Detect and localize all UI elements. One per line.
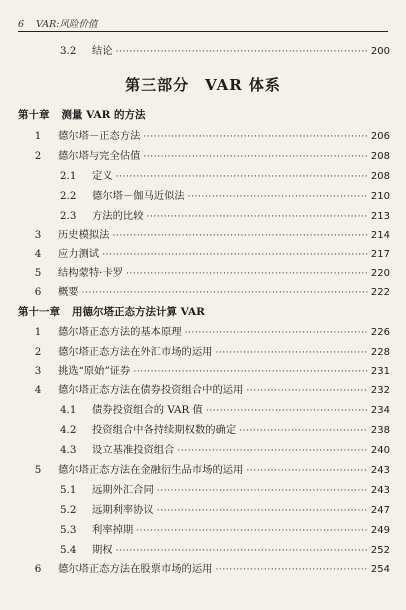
toc-entry [60,209,390,224]
entry-title: 历史模拟法 [58,229,110,241]
entry-page: 238 [370,425,390,436]
toc-entry [60,543,390,558]
entry-number: 4.3 [60,444,77,456]
entry-title: 定义 [92,170,113,182]
toc-entry [18,129,390,144]
entry-page: 240 [370,445,390,456]
toc-entry [18,383,390,398]
entry-page: 210 [370,191,390,202]
leader-dots [133,365,368,379]
entry-page: 200 [370,46,390,57]
entry-page: 249 [370,525,390,536]
leader-dots [215,563,367,577]
entry-page: 231 [370,366,390,377]
leader-dots [157,484,368,498]
entry-page: 243 [370,465,390,476]
entry-number: 5.2 [60,504,77,516]
toc-entry [18,364,390,379]
entry-title: 德尔塔正态方法在债券投资组合中的运用 [58,384,244,396]
entry-number: 6 [34,286,42,298]
entry-title: 德尔塔正态方法在股票市场的运用 [58,563,213,575]
toc-entry [18,562,390,577]
book-title: VAR:风险价值 [36,19,98,30]
entry-title: 德尔塔正态方法在金融衍生品市场的运用 [58,464,244,476]
leader-dots [177,444,368,458]
entry-title: 结论 [92,45,113,57]
entry-title: 德尔塔－伽马近似法 [92,190,185,202]
entry-number: 5.1 [60,484,77,496]
entry-title: 设立基准投资组合 [92,444,175,456]
entry-number: 6 [34,563,42,575]
entry-page: 220 [370,268,390,279]
entry-title: 结构蒙特·卡罗 [58,267,124,279]
entry-page: 252 [370,545,390,556]
leader-dots [136,524,368,538]
entry-page: 234 [370,405,390,416]
leader-dots [82,286,368,300]
toc-entry [18,463,390,478]
entry-title: 德尔塔－正态方法 [58,130,141,142]
chapter-heading [18,305,390,319]
entry-page: 208 [370,171,390,182]
leader-dots [239,424,368,438]
leader-dots [246,464,368,478]
entry-number: 1 [34,326,42,338]
entry-number: 4 [34,384,42,396]
leader-dots [112,229,367,243]
entry-number: 4 [34,248,42,260]
entry-number: 5 [34,464,42,476]
entry-number: 5 [34,267,42,279]
entry-page: 232 [370,385,390,396]
entry-page: 254 [370,564,390,575]
toc-entry [60,443,390,458]
entry-page: 213 [370,211,390,222]
entry-number: 4.1 [60,404,77,416]
leader-dots [116,170,368,184]
entry-number: 1 [34,130,42,142]
toc-entry [60,189,390,204]
entry-number: 4.2 [60,424,77,436]
entry-number: 2.3 [60,210,77,222]
entry-number: 3 [34,229,42,241]
entry-number: 2.2 [60,190,77,202]
leader-dots [215,346,367,360]
entry-page: 208 [370,151,390,162]
toc-entry [60,44,390,59]
entry-title: 债券投资组合的 VAR 值 [92,404,203,416]
toc-entry [60,169,390,184]
leader-dots [116,544,368,558]
leader-dots [206,404,368,418]
leader-dots [246,384,368,398]
leader-dots [143,150,368,164]
entry-title: 概要 [58,286,79,298]
page-number: 6 [18,19,25,30]
entry-number: 3 [34,365,42,377]
leader-dots [157,504,368,518]
chapter-number: 第十章 [18,109,50,121]
chapter-title: 测量 VAR 的方法 [61,109,146,121]
entry-title: 远期外汇合同 [92,484,154,496]
toc-entry [60,523,390,538]
entry-number: 2.1 [60,170,77,182]
entry-number: 3.2 [60,45,77,57]
entry-page: 226 [370,327,390,338]
entry-number: 5.3 [60,524,77,536]
entry-title: 期权 [92,544,113,556]
entry-title: 投资组合中各持续期权数的确定 [92,424,237,436]
toc-entry [18,228,390,243]
leader-dots [102,248,368,262]
toc-entry [18,325,390,340]
toc-entry [18,345,390,360]
toc-entry [18,247,390,262]
chapter-heading [18,108,390,122]
leader-dots [143,130,368,144]
toc-entry [60,423,390,438]
entry-title: 方法的比较 [92,210,144,222]
leader-dots [185,326,368,340]
entry-title: 利率掉期 [92,524,134,536]
entry-page: 206 [370,131,390,142]
toc-entry [18,266,390,281]
toc-entry [60,503,390,518]
toc-entry [60,403,390,418]
header-rule [18,31,388,32]
entry-page: 222 [370,287,390,298]
entry-number: 2 [34,346,42,358]
leader-dots [188,190,368,204]
toc-entry [60,483,390,498]
leader-dots [116,45,368,59]
chapter-number: 第十一章 [18,306,60,318]
entry-title: 德尔塔正态方法在外汇市场的运用 [58,346,213,358]
entry-number: 2 [34,150,42,162]
leader-dots [126,267,368,281]
entry-title: 应力测试 [58,248,100,260]
entry-title: 远期利率协议 [92,504,154,516]
entry-page: 247 [370,505,390,516]
entry-title: 挑选“原始”证券 [58,365,131,377]
entry-title: 德尔塔与完全估值 [58,150,141,162]
leader-dots [146,210,367,224]
entry-page: 217 [370,249,390,260]
chapter-title: 用德尔塔正态方法计算 VAR [72,306,205,318]
entry-number: 5.4 [60,544,77,556]
entry-page: 214 [370,230,390,241]
toc-entry [18,149,390,164]
entry-page: 228 [370,347,390,358]
running-header [18,12,388,30]
toc-entry [18,285,390,300]
part-title: 第三部分 VAR 体系 [125,76,281,94]
entry-page: 243 [370,485,390,496]
entry-title: 德尔塔正态方法的基本原理 [58,326,182,338]
